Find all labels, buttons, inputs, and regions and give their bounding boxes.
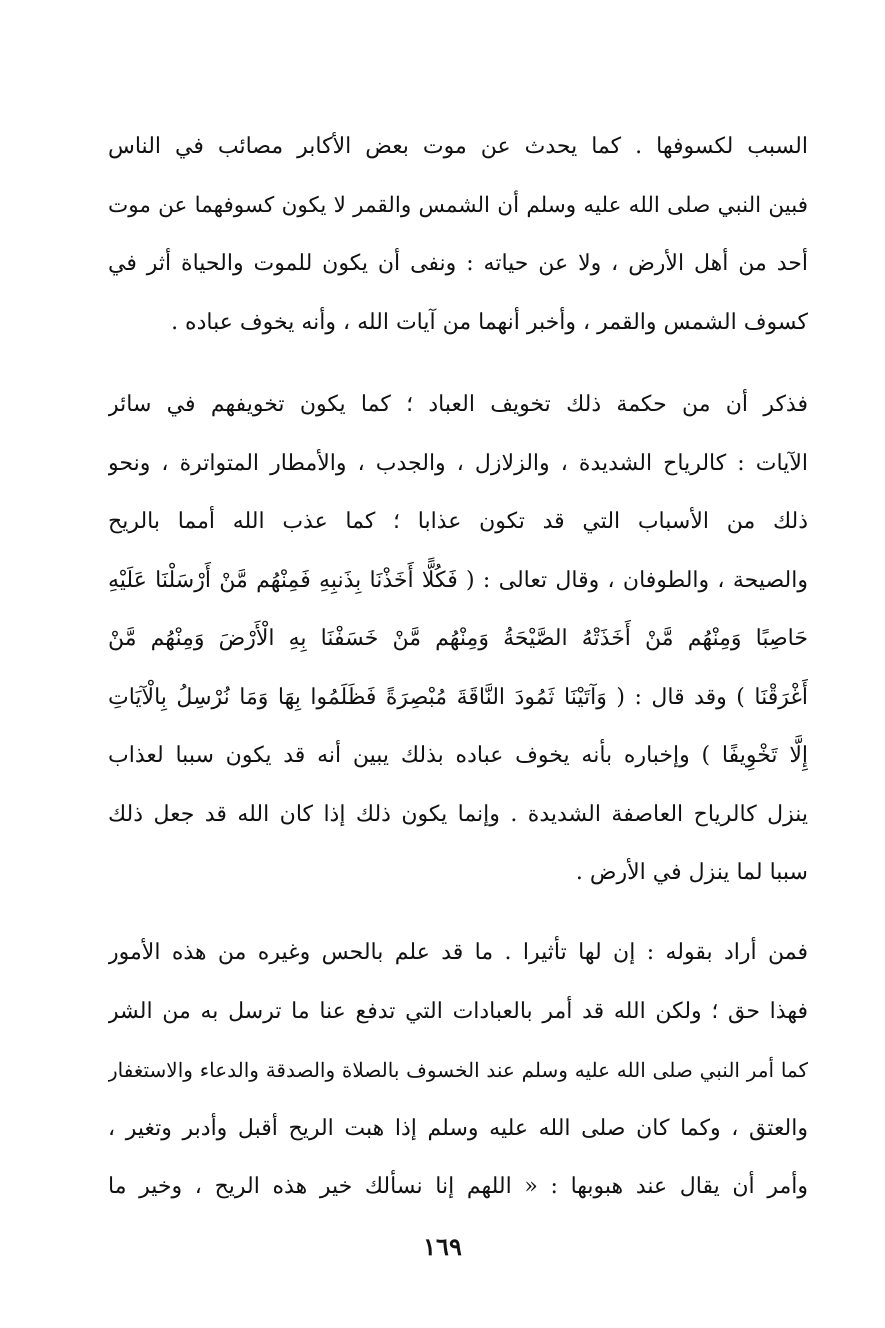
paragraph-3 bbox=[108, 924, 808, 1217]
quran-verse-line: والصيحة ، والطوفان ، وقال تعالى : ( فَكُلًّا أَخَذْنَا بِذَنبِهِ فَمِنْهُم مَّنْ أَرْسَلْنَا عَلَيْهِ bbox=[108, 567, 808, 593]
text-line: والعتق ، وكما كان صلى الله عليه وسلم إذا هبت الريح أقبل وأدبر وتغير ، bbox=[108, 1115, 808, 1141]
text-line: إِلَّا تَخْوِيفًا ) وإخباره بأنه يخوف عباده بذلك يبين أنه قد يكون سببا لعذاب bbox=[108, 743, 808, 768]
quran-verse-line: حَاصِبًا وَمِنْهُم مَّنْ أَخَذَتْهُ الصَّيْحَةُ وَمِنْهُم مَّنْ خَسَفْنَا بِهِ الْأَرْضَ وَمِنْهُم مَّنْ bbox=[108, 626, 808, 651]
text-line: وأمر أن يقال عند هبوبها : « اللهم إنا نسألك خير هذه الريح ، وخير ما bbox=[108, 1174, 808, 1199]
text-line: الآيات : كالرياح الشديدة ، والزلازل ، والجدب ، والأمطار المتواترة ، ونحو bbox=[108, 450, 808, 476]
text-line: فهذا حق ؛ ولكن الله قد أمر بالعبادات التي تدفع عنا ما ترسل به من الشر bbox=[108, 998, 808, 1024]
text-line: فبين النبي صلى الله عليه وسلم أن الشمس والقمر لا يكون كسوفهما عن موت bbox=[108, 192, 808, 218]
quran-verse-line: أَغْرَقْنَا ) وقد قال : ( وَآتَيْنَا ثَمُودَ النَّاقَةَ مُبْصِرَةً فَظَلَمُوا بِهَا وَمَا نُرْسِلُ بِالْآيَاتِ bbox=[108, 684, 808, 710]
paragraph-2 bbox=[108, 376, 808, 903]
text-line: فمن أراد بقوله : إن لها تأثيرا . ما قد علم بالحس وغيره من هذه الأمور bbox=[108, 940, 808, 965]
text-line: ينزل كالرياح العاصفة الشديدة . وإنما يكون ذلك إذا كان الله قد جعل ذلك bbox=[108, 801, 808, 827]
paragraph-1 bbox=[108, 118, 808, 352]
text-line: فذكر أن من حكمة ذلك تخويف العباد ؛ كما يكون تخويفهم في سائر bbox=[108, 392, 808, 417]
text-line: السبب لكسوفها . كما يحدث عن موت بعض الأكابر مصائب في الناس bbox=[108, 134, 808, 159]
text-line: أحد من أهل الأرض ، ولا عن حياته : ونفى أن يكون للموت والحياة أثر في bbox=[108, 251, 808, 276]
text-line: ذلك من الأسباب التي قد تكون عذابا ؛ كما عذب الله أمما بالريح bbox=[108, 509, 808, 534]
text-line: كسوف الشمس والقمر ، وأخبر أنهما من آيات الله ، وأنه يخوف عباده . bbox=[171, 309, 808, 335]
page-number: ١٦٩ bbox=[423, 1232, 462, 1261]
text-line: كما أمر النبي صلى الله عليه وسلم عند الخسوف بالصلاة والصدقة والدعاء والاستغفار bbox=[108, 1058, 808, 1082]
text-line: سببا لما ينزل في الأرض . bbox=[575, 860, 808, 885]
